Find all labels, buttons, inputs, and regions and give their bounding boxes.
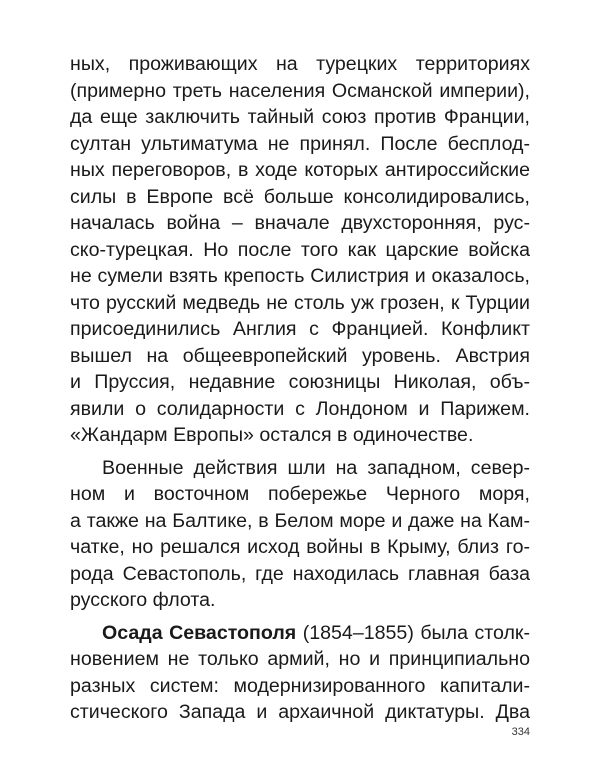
text-line: началась война – вначале двухсторонняя, рус- [70, 212, 530, 234]
bold-heading-term: Осада Севастополя [102, 621, 297, 644]
text-line: стического Запада и архаичной диктатуры. Два [70, 701, 530, 723]
text-line: ных переговоров, в ходе которых антироссийские [70, 159, 530, 181]
text-line: ном и восточном побережье Черного моря, [70, 483, 530, 505]
text-line: а также на Балтике, в Белом море и даже на Кам- [70, 509, 530, 532]
text-line: султан ультиматума не принял. После бесплод- [70, 132, 530, 155]
text-line: силы в Европе всё больше консолидировались, [70, 185, 530, 208]
text-line [70, 620, 530, 647]
text-line: ско-турецкая. Но после того как царские войска [70, 238, 530, 261]
paragraph-3 [70, 620, 530, 726]
text-line: разных систем: модернизированного капитали- [70, 674, 530, 697]
text-line: ных, проживающих на турецких территориях [70, 53, 530, 75]
text-run: (1854–1855) была столк- [296, 621, 531, 644]
text-line: что русский медведь не столь уж грозен, к Турции [70, 291, 530, 314]
text-line: русского флота. [70, 589, 216, 611]
text-line: присоединились Англия с Францией. Конфликт [70, 318, 530, 340]
text-line: вышел на общеевропейский уровень. Австрия [70, 344, 530, 367]
text-line: Военные действия шли на западном, север- [102, 456, 530, 479]
text-line: рода Севастополь, где находилась главная база [70, 562, 530, 585]
paragraph-1 [70, 51, 530, 449]
text-line: «Жандарм Европы» остался в одиночестве. [70, 424, 474, 446]
text-line: да еще заключить тайный союз против Франции, [70, 106, 530, 128]
text-line: (примерно треть населения Османской империи), [70, 79, 530, 102]
body-text [70, 51, 530, 726]
text-line: явили о солидарности с Лондоном и Парижем. [70, 397, 530, 420]
text-line: не сумели взять крепость Силистрия и оказалось, [70, 265, 530, 287]
page-number: 334 [511, 726, 530, 738]
text-line: и Пруссия, недавние союзницы Николая, объ- [70, 371, 530, 393]
text-line: чатке, но решался исход войны в Крыму, близ го- [70, 536, 530, 558]
paragraph-2 [70, 455, 530, 614]
text-line: новением не только армий, но и принципиально [70, 648, 530, 670]
